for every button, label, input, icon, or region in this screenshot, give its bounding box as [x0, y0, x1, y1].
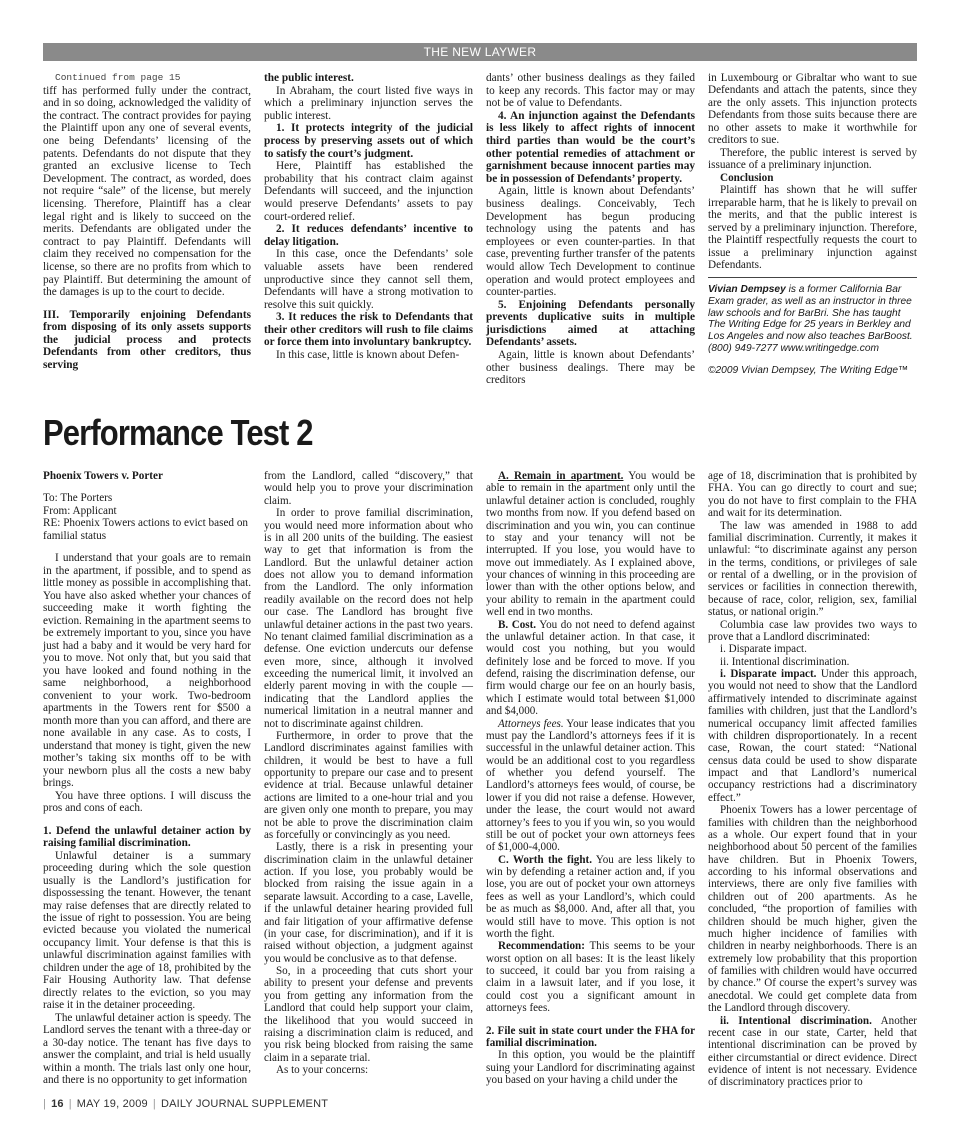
- bottom-column-3: [486, 470, 695, 1086]
- paragraph: As to your concerns:: [276, 1064, 369, 1076]
- section-heading: III. Temporarily enjoining Defendants from disposing of its only assets supports the judicial process and protects Defendants from other creditors, thus serving: [43, 308, 251, 372]
- paragraph: dants’ other business dealings as they failed to keep any records. This factor may or may not be of value to Defendants.: [486, 72, 695, 110]
- paragraph: Furthermore, in order to prove that the Landlord discriminates against families with children, it would be best to have a full opportunity to prepare our case and to present evidence at trial. Because unlawful detainer actions are limited to a one-hour trial and you are given only one month to prepare, you may not be able to prove the discrimination claim as forcefully or convincingly as you need.: [264, 729, 473, 841]
- paragraph: Columbia case law provides two ways to prove that a Landlord discriminated:: [708, 618, 917, 643]
- paragraph: [486, 940, 695, 1014]
- paragraph: In this case, little is known about Defen-: [276, 349, 460, 362]
- paragraph: [486, 718, 695, 854]
- section-heading: 1. Defend the unlawful detainer action by raising familial discrimination.: [43, 824, 251, 850]
- page-footer: | 16 | MAY 19, 2009 | DAILY JOURNAL SUPPLEMENT: [43, 1098, 329, 1110]
- paragraph: In Abraham, the court listed five ways in which a preliminary injunction serves the public interest.: [264, 84, 473, 122]
- page-number: 16: [51, 1098, 64, 1110]
- subheading: 4. An injunction against the Defendants is less likely to affect rights of innocent third parties than would be the court’s other potential remedies of attachment or garnishment because innocent parties may be in possession of Defendants’ property.: [486, 109, 695, 185]
- copyright-line: ©2009 Vivian Dempsey, The Writing Edge™: [708, 364, 909, 376]
- paragraph-text: This seems to be your worst option on all bases: It is the least likely to succeed, it could bar you from raising a claim in a lawsuit later, and if you lose, it could cost you a significant amount in attorneys fees.: [486, 940, 695, 1015]
- memo-to: To: The Porters: [43, 492, 113, 505]
- subheading: 2. It reduces defendants’ incentive to delay litigation.: [264, 223, 473, 248]
- paragraph: Again, little is known about Defendants’ other business dealings. There may be creditors: [486, 349, 695, 387]
- paragraph: So, in a proceeding that cuts short your ability to present your defense and prevents you from getting any information from the Landlord that could help support your claim, the likelihood that you would succeed in raising a discrimination claim is reduced, and you risk being blocked from raising the same claim in a separate trial.: [264, 965, 473, 1064]
- publication-name: DAILY JOURNAL SUPPLEMENT: [160, 1098, 329, 1110]
- case-title: Phoenix Towers v. Porter: [43, 470, 163, 482]
- paragraph: The unlawful detainer action is speedy. The Landlord serves the tenant with a three-day or a 30-day notice. The tenant has five days to answer the complaint, and trial is held usually within a month. The trials last only one hour, and there is no opportunity to get information: [43, 1011, 251, 1087]
- run-in-heading: Attorneys fees.: [498, 717, 564, 730]
- paragraph: Plaintiff has shown that he will suffer irreparable harm, that he is likely to prevail on the merits, and that the public interest is served by a preliminary injunction. Therefore, the Plaintiff respectfully requests the court to issue a preliminary injunction against Defendants.: [708, 184, 917, 272]
- paragraph: [486, 854, 695, 941]
- paragraph: Therefore, the public interest is served by issuance of a preliminary injunction.: [708, 146, 917, 172]
- author-bio-text: is a former California Bar Exam grader, as well as an instructor in three law schools and for BarBri. She has taught The Writing Edge for 25 years in Berkley and Los Angeles and now also teaches BarBoost. (800) 949-7277 www.writingedge.com: [708, 284, 913, 354]
- paragraph: Again, little is known about Defendants’ business dealings. Conceivably, Tech Development has begun producing technology using the patents and has employees or even counter-parties. In that case, preventing further transfer of the patents would allow Tech Development to continue operation and would protect employees and counter-parties.: [486, 185, 695, 299]
- bottom-column-2: [264, 470, 473, 1076]
- run-in-heading: A. Remain in apartment.: [498, 470, 624, 482]
- run-in-heading: B. Cost.: [498, 618, 537, 631]
- paragraph: Phoenix Towers has a lower percentage of families with children than the neighborhood as a whole. Our expert found that in your neighborhood about 50 percent of the families have children. But in Phoenix Towers, according to his informal observations and interviews, there are only five families with children out of 200 apartments. As he concluded, “the proportion of families with children should be much higher, given the much higher incidence of families with children in nearby neighborhoods. There is an extremely low probability that this proportion of families with children would have occurred by chance.” Of course the expert’s survey was anecdotal. We could get complete data from the Landlord through discovery.: [708, 804, 917, 1015]
- bottom-column-4: [708, 470, 917, 1089]
- top-column-1: [43, 72, 251, 372]
- paragraph-text: You would be able to remain in the apartment only until the unlawful detainer action is concluded, roughly two months from now. If you defend based on discrimination and you win, you can continue to stay and your tenancy will not be interrupted. If you lose, you would have to move out immediately. As I explained above, your chances of winning in this proceeding are lower than with the other options below, and your ability to remain in the apartment could well end in two months.: [486, 470, 695, 619]
- section-heading-cont: the public interest.: [264, 72, 354, 84]
- author-bio: [708, 284, 917, 377]
- top-column-4: [708, 72, 917, 272]
- subheading: 3. It reduces the risk to Defendants that their other creditors will rush to file claims or force them into involuntary bankruptcy.: [264, 311, 473, 349]
- paragraph: Unlawful detainer is a summary proceeding during which the sole question usually is the Landlord’s justification for dispossessing the tenant. However, the tenant may raise defenses that are directly related to the issue of right to possession. You are being evicted because you violated the numerical occupancy limit. Your defense is that this is unlawful discrimination against families with children under the age of 18, prohibited by the Fair Housing Authority law. That defense directly relates to the eviction, so you may raise it in the detainer proceeding.: [43, 849, 251, 1012]
- paragraph: Here, Plaintiff has established the probability that his contract claim against Defendants will succeed, and the injunction would preserve Defendants’ assets to pay court-ordered relief.: [264, 160, 473, 223]
- paragraph: [486, 619, 695, 718]
- paragraph: age of 18, discrimination that is prohibited by FHA. You can go directly to court and sue; you do not have to first complain to the FHA and wait for its determination.: [708, 470, 917, 520]
- bottom-column-1: [43, 470, 251, 1087]
- paragraph: [486, 470, 695, 619]
- paragraph: The law was amended in 1988 to add familial discrimination. Currently, it makes it unlawful: “to discriminate against any person in the terms, conditions, or privileges of sale or rental of a dwelling, or in the provision of services or facilities in connection therewith, because of race, color, religion, sex, familial status, or national origin.”: [708, 519, 917, 619]
- continued-note: Continued from page 15: [55, 72, 181, 83]
- memo-re: RE: Phoenix Towers actions to evict based on familial status: [43, 517, 249, 542]
- paragraph: from the Landlord, called “discovery,” that would help you to prove your discrimination claim.: [264, 470, 473, 507]
- paragraph-text: Another recent case in our state, Carter, held that intentional discrimination can be proved by either circumstantial or direct evidence. Direct evidence of intent is not necessary. Evidence of discriminatory practices prior to: [708, 1014, 917, 1089]
- subheading: 1. It protects integrity of the judicial process by preserving assets out of which to satisfy the court’s judgment.: [264, 122, 473, 160]
- author-name: Vivian Dempsey: [708, 284, 786, 295]
- paragraph: I understand that your goals are to remain in the apartment, if possible, and to spend as little money as possible in accomplishing that. You have also asked whether your chances of succeeding make it worth fighting the eviction. Remaining in the apartment seems to be extremely important to you, since you have just had a baby and it would be very hard for you to move. Not only that, but you said that you have looked and found nothing in the same neighborhood, a neighborhood convenient to your work. Two-bedroom apartments in the Towers rent for $500 a month more than you can afford, and there are none available in any case. As to costs, I understand that money is tight, given the new mother’s taking six months off to be with your newborn plus all the costs a new baby brings.: [43, 552, 251, 790]
- subheading: 5. Enjoining Defendants personally prevents duplicative suits in multiple jurisdictions aimed at attaching Defendants’ assets.: [486, 298, 695, 349]
- run-in-heading: Recommendation:: [498, 940, 585, 953]
- paragraph: tiff has performed fully under the contract, and in so doing, acknowledged the validity of the contract. The contract provides for paying the Plaintiff upon any one of several events, one being Defendants’ licensing of the patents. Defendants do not dispute that they granted an exclusive license to Tech Development. The contract, as worded, does not require “sale” of the license, but merely licensing. Therefore, Plaintiff has a clear legal right and is likely to succeed on the merits. Defendants are obligated under the contract to pay Plaintiff. Defendants will claim they received no compensation for the license, so there are no profits from which to pay Plaintiff. But determining the amount of the damages is up to the court to decide.: [43, 84, 251, 299]
- paragraph: in Luxembourg or Gibraltar who want to sue Defendants and attach the patents, since they are the only assets. This injunction protects Defendants from those suits because there are no other assets to make it worthwhile for creditors to sue.: [708, 72, 917, 147]
- paragraph-text: You do not need to defend against the unlawful detainer action. In that case, it would cost you nothing, but you would definitely lose and be forced to move. If you defend, raising the discrimination defense, our firm would charge our fee on an hourly basis, which I estimate would total between $1,000 and $4,000.: [486, 618, 695, 718]
- memo-from: From: Applicant: [43, 504, 117, 517]
- paragraph-text: You are less likely to win by defending a retainer action and, if you lose, you are out of pocket your own attorneys fees as well as your Landlord’s, which could be as much as $8,000. And, after all that, you would still have to move. This option is not worth the fight.: [486, 853, 695, 940]
- paragraph: You have three options. I will discuss the pros and cons of each.: [43, 789, 251, 815]
- paragraph: [708, 668, 917, 804]
- top-column-2: [264, 72, 473, 362]
- run-in-heading: ii. Intentional discrimination.: [720, 1014, 872, 1027]
- section-heading: 2. File suit in state court under the FHA for familial discrimination.: [486, 1024, 695, 1049]
- run-in-heading: i. Disparate impact.: [720, 668, 817, 680]
- article-headline: Performance Test 2: [43, 412, 313, 453]
- paragraph: In this case, once the Defendants’ sole valuable assets have been rendered unproductive since they cannot sell them, Defendants will have a strong motivation to resolve this suit quickly.: [264, 248, 473, 311]
- list-item: i. Disparate impact.: [720, 643, 807, 656]
- run-in-heading: C. Worth the fight.: [498, 853, 592, 866]
- top-column-3: [486, 72, 695, 387]
- paragraph: In this option, you would be the plaintiff suing your Landlord for discriminating against you based on your having a child under the: [486, 1049, 695, 1086]
- paragraph: Lastly, there is a risk in presenting your discrimination claim in the unlawful detainer action. If you lose, you probably would be blocked from raising the issue again in a separate lawsuit. According to a case, Lavelle, if the unlawful detainer hearing provided full and fair litigation of your affirmative defense (in your case, for discrimination), and if it is raised without objection, a judgment against you would be conclusive as to that defense.: [264, 841, 473, 965]
- paragraph: In order to prove familial discrimination, you would need more information about who is in all 200 units of the building. The easiest way to get that information is from the Landlord. But the unlawful detainer action does not allow you to demand information from the Landlord. The only information readily available on the record does not help our case. The Landlord has brought five unlawful detainer actions in the past two years. No tenant claimed familial discrimination as a defense. One eviction undercuts our defense even more, since, although it involved exceeding the numerical limit, it involved an elderly parent moving in with the couple — indicating that the Landlord applies the numerical limitation in a neutral manner and not to discriminate against children.: [264, 507, 473, 730]
- issue-date: MAY 19, 2009: [76, 1098, 148, 1110]
- paragraph-text: Under this approach, you would not need to show that the Landlord affirmatively intended to discriminate against families with children, just that the Landlord’s numerical occupancy limit affected families with children disproportionately. In a recent case, Rowan, the court stated: “National census data could be used to show disparate impact and that Landlord’s numerical occupancy restrictions had a discriminatory effect.”: [708, 668, 917, 804]
- subheading: Conclusion: [720, 171, 774, 184]
- paragraph-text: Your lease indicates that you must pay the Landlord’s attorneys fees if it is successful in the unlawful detainer action. This would be an additional cost to you regardless of whether you defend yourself. The Landlord’s attorneys fees would, of course, be lower if you did not raise a defense. However, under the lease, the court would not award attorney’s fees to you if you win, so you would still be out of pocket your own attorneys fees of $1,000-4,000.: [486, 717, 695, 854]
- paragraph: [708, 1015, 917, 1089]
- section-header-bar: THE NEW LAYWER: [43, 43, 917, 61]
- list-item: ii. Intentional discrimination.: [720, 655, 850, 668]
- bio-divider: [708, 277, 917, 278]
